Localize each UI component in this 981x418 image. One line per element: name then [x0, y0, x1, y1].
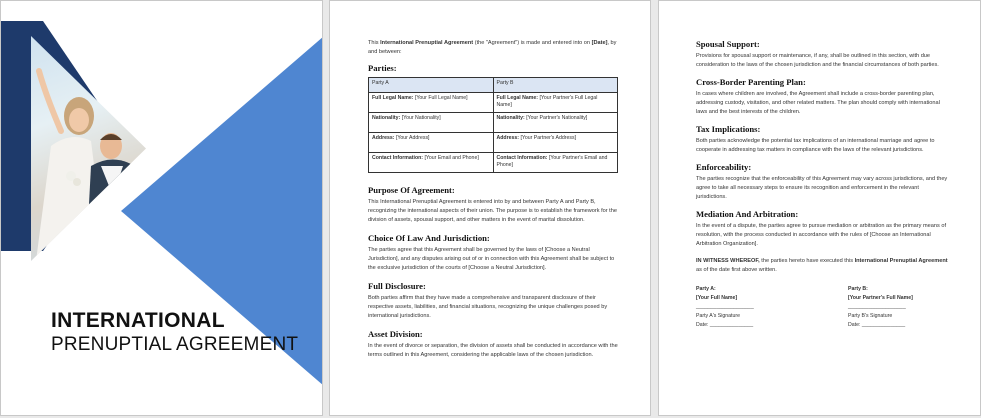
section-text: The parties recognize that the enforceability of this Agreement may vary across jurisdictions, and they agree to take all necessary steps to ensure its recognition and enforcement in the relevant jurisdictions.: [696, 176, 948, 200]
section-heading: Full Disclosure:: [368, 281, 426, 291]
section-text: Both parties affirm that they have made a comprehensive and transparent disclosure of their respective assets, liabilities, and financial situations, recognizing the unique challenges posed by international jurisdictions.: [368, 295, 608, 319]
witness-bold2: International Prenuptial Agreement: [854, 258, 948, 264]
intro-mid: (the "Agreement") is made and entered into on: [473, 40, 592, 46]
cover-title-line1: INTERNATIONAL: [51, 309, 225, 332]
agreement-page-2: [658, 0, 981, 416]
sig-b-label: Party B:: [848, 286, 868, 292]
sig-b-caption: Party B's Signature: [848, 313, 893, 319]
section-text: In the event of a dispute, the parties agree to pursue mediation or arbitration as the primary means of resolution, with the process conducted in accordance with the rules of [Choose an International Arbitration Organization].: [696, 223, 946, 247]
table-row: [369, 133, 618, 153]
page2-body: [368, 39, 618, 360]
intro-pre: This: [368, 40, 381, 46]
witness-bold1: IN WITNESS WHEREOF,: [696, 258, 760, 264]
signature-party-b: [848, 285, 948, 330]
section-text: In the event of divorce or separation, the division of assets shall be conducted in accordance with the terms outlined in this Agreement, considering the applicable laws of the chosen jurisdiction.: [368, 343, 618, 358]
table-cell: Nationality: [Your Partner's Nationality]: [493, 113, 618, 133]
section-text: Provisions for spousal support or maintenance, if any, shall be outlined in this section, with due consideration to the laws of the chosen jurisdiction and the financial circumstances of both parties.: [696, 53, 939, 68]
intro-date: [Date]: [591, 40, 608, 46]
table-cell: Full Legal Name: [Your Partner's Full Legal Name]: [493, 93, 618, 113]
cover-title: [51, 309, 321, 357]
table-header-party-a: Party A: [369, 78, 494, 93]
agreement-page-1: [329, 0, 651, 416]
sig-b-date: Date: _______________: [848, 322, 906, 328]
sig-a-caption: Party A's Signature: [696, 313, 740, 319]
table-cell: Full Legal Name: [Your Full Legal Name]: [369, 93, 494, 113]
table-cell: Contact Information: [Your Partner's Email and Phone]: [493, 153, 618, 173]
section-heading: Purpose Of Agreement:: [368, 185, 455, 195]
couple-illustration: [31, 36, 146, 261]
section-heading: Enforceability:: [696, 162, 752, 172]
signature-block: [696, 285, 948, 345]
table-cell: Address: [Your Address]: [369, 133, 494, 153]
section-text: In cases where children are involved, the Agreement shall include a cross-border parenting plan, addressing custody, visitation, and other related matters. The plan should comply with international laws and the best interests of the children.: [696, 91, 940, 115]
sig-a-date: Date: _______________: [696, 322, 754, 328]
parties-heading: Parties:: [368, 63, 397, 73]
section-heading: Spousal Support:: [696, 39, 760, 49]
signature-party-a: [696, 285, 816, 330]
section-heading: Asset Division:: [368, 329, 423, 339]
couple-photo: [31, 36, 146, 261]
witness-post: as of the date first above written.: [696, 267, 777, 273]
table-cell: Nationality: [Your Nationality]: [369, 113, 494, 133]
intro-paragraph: [368, 39, 618, 57]
section-text: Both parties acknowledge the potential tax implications of an international marriage and agree to cooperate in addressing tax matters in compliance with the laws of the relevant jurisdictions.: [696, 138, 935, 153]
parties-table: [368, 77, 618, 173]
table-cell: Contact Information: [Your Email and Phone]: [369, 153, 494, 173]
table-row: [369, 113, 618, 133]
cover-page: [0, 0, 323, 416]
table-row: [369, 93, 618, 113]
sig-a-name: [Your Full Name]: [696, 295, 738, 301]
section-heading: Tax Implications:: [696, 124, 761, 134]
witness-paragraph: [696, 257, 948, 275]
section-text: The parties agree that this Agreement shall be governed by the laws of [Choose a Neutral Jurisdiction], and any disputes arising out of or in connection with this Agreement shall be subject to the exclusive jurisdiction of the courts of [Choose a Neutral Jurisdiction].: [368, 247, 615, 271]
cover-title-line2: PRENUPTIAL AGREEMENT: [51, 334, 299, 355]
section-heading: Choice Of Law And Jurisdiction:: [368, 233, 490, 243]
table-header-row: [369, 78, 618, 93]
sig-b-line: ____________________: [848, 304, 906, 310]
section-text: This International Prenuptial Agreement is entered into by and between Party A and Party B, recognizing the international aspects of their union. The purpose is to establish the framework for the division of assets, spousal support, and other matters in the event of marital dissolution.: [368, 199, 617, 223]
section-heading: Cross-Border Parenting Plan:: [696, 77, 806, 87]
section-heading: Mediation And Arbitration:: [696, 209, 799, 219]
sig-a-line: ____________________: [696, 304, 754, 310]
intro-post: , by and between:: [368, 40, 617, 55]
sig-b-name: [Your Partner's Full Name]: [848, 295, 913, 301]
sig-a-label: Party A:: [696, 286, 716, 292]
table-cell: Address: [Your Partner's Address]: [493, 133, 618, 153]
intro-title: International Prenuptial Agreement: [380, 40, 474, 46]
page3-body: [696, 39, 948, 345]
witness-mid: the parties hereto have executed this: [759, 258, 855, 264]
table-row: [369, 153, 618, 173]
table-header-party-b: Party B: [493, 78, 618, 93]
